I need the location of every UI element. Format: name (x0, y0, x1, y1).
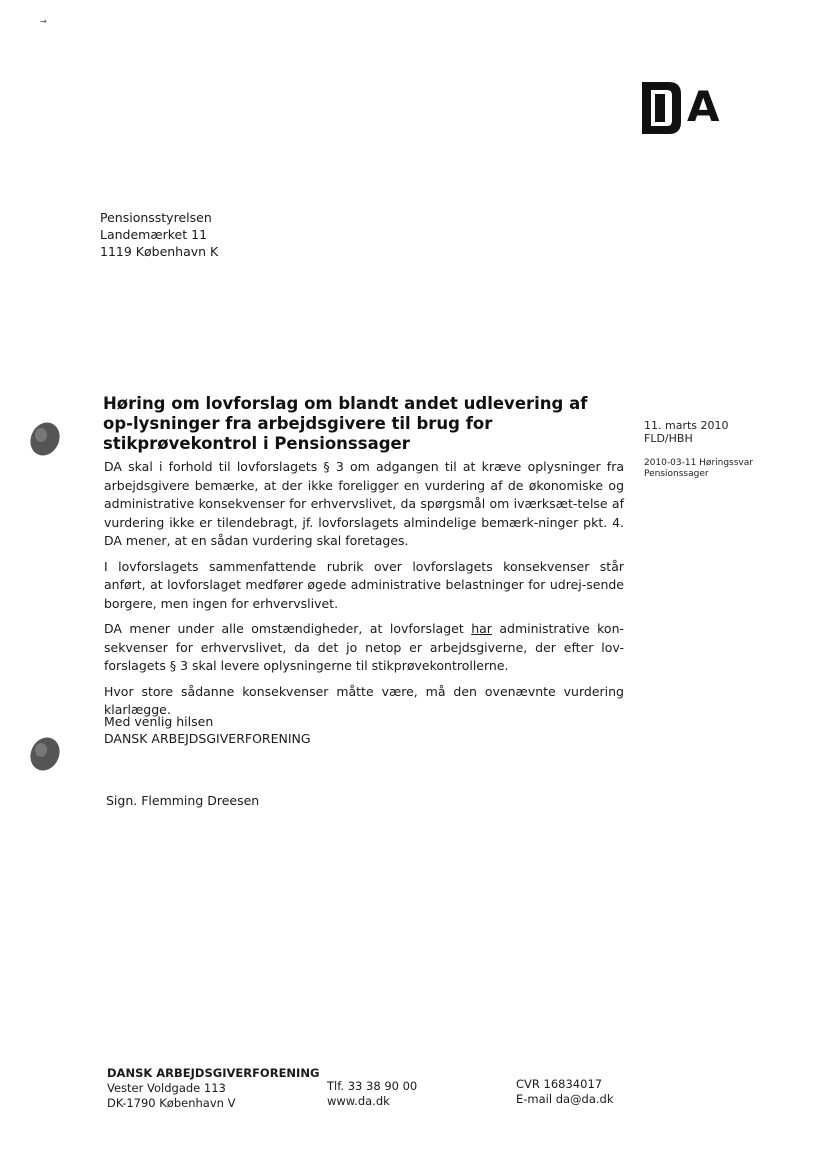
sidebar-reference (644, 458, 753, 480)
paragraph-2: I lovforslagets sammenfattende rubrik over lovforslagets konsekvenser står anført, at lovforslaget medfører øgede administrative belastninger for udrej-sende borgere, men ingen for erhvervslivet. (104, 558, 624, 611)
closing-greeting: Med venlig hilsen (104, 714, 214, 729)
letter-initials: FLD/HBH (644, 432, 693, 445)
footer-contact (327, 1079, 417, 1109)
recipient-address (100, 209, 218, 260)
letter-heading: Høring om lovforslag om blandt andet udlevering af op-lysninger fra arbejdsgivere til brug for stikprøvekontrol i Pensionssager (103, 394, 588, 453)
underlined-word: har (471, 621, 492, 636)
logo-letter-a: A (687, 82, 720, 131)
recipient-street: Landemærket 11 (100, 227, 208, 242)
recipient-city: 1119 København K (100, 244, 219, 259)
footer-street: Vester Voldgade 113 (107, 1081, 226, 1095)
sidebar-date-block (644, 419, 729, 445)
punch-hole-mark (27, 734, 63, 774)
footer-address (107, 1066, 319, 1111)
reference-line-1: 2010-03-11 Høringssvar (644, 458, 753, 468)
da-logo (641, 78, 751, 138)
letter-date: 11. marts 2010 (644, 419, 729, 432)
paragraph-4: Hvor store sådanne konsekvenser måtte være, må den ovenævnte vurdering klarlægge. (104, 683, 624, 717)
reference-line-2: Pensionssager (644, 469, 709, 479)
footer-phone: Tlf. 33 38 90 00 (327, 1079, 418, 1093)
scan-mark: → (40, 17, 47, 26)
footer-registration (516, 1077, 614, 1107)
footer-email[interactable]: E-mail da@da.dk (516, 1092, 614, 1106)
paragraph-3-end: administrative kon-sekvenser for erhvervslivet, da det jo netop er arbejdsgiverne, der efter lov-forslagets § 3 skal levere oplysningerne til stikprøvekontrollerne. (104, 621, 625, 673)
punch-hole-mark (27, 419, 63, 459)
closing-org: DANSK ARBEJDSGIVERFORENING (104, 731, 311, 746)
footer-city: DK-1790 København V (107, 1096, 236, 1110)
paragraph-3 (104, 620, 624, 676)
footer-web-link[interactable]: www.da.dk (327, 1094, 390, 1108)
closing-block (104, 713, 311, 747)
recipient-name: Pensionsstyrelsen (100, 210, 212, 225)
paragraph-3-start: DA mener under alle omstændigheder, at lovforslaget (104, 621, 472, 636)
footer-org-name: DANSK ARBEJDSGIVERFORENING (107, 1066, 320, 1080)
paragraph-1: DA skal i forhold til lovforslagets § 3 om adgangen til at kræve oplysninger fra arbejdsgivere bemærke, at der ikke foreligger en vurdering af de økonomiske og administrative konsekvenser for erhvervslivet, da spørgsmål om iværksæt-telse af vurdering ikke er tilendebragt, jf. lovforslagets almindelige bemærk-ninger pkt. 4. DA mener, at en sådan vurdering skal foretages. (104, 459, 624, 548)
footer-cvr: CVR 16834017 (516, 1077, 603, 1091)
signature: Sign. Flemming Dreesen (106, 793, 260, 808)
letter-body (104, 458, 624, 727)
